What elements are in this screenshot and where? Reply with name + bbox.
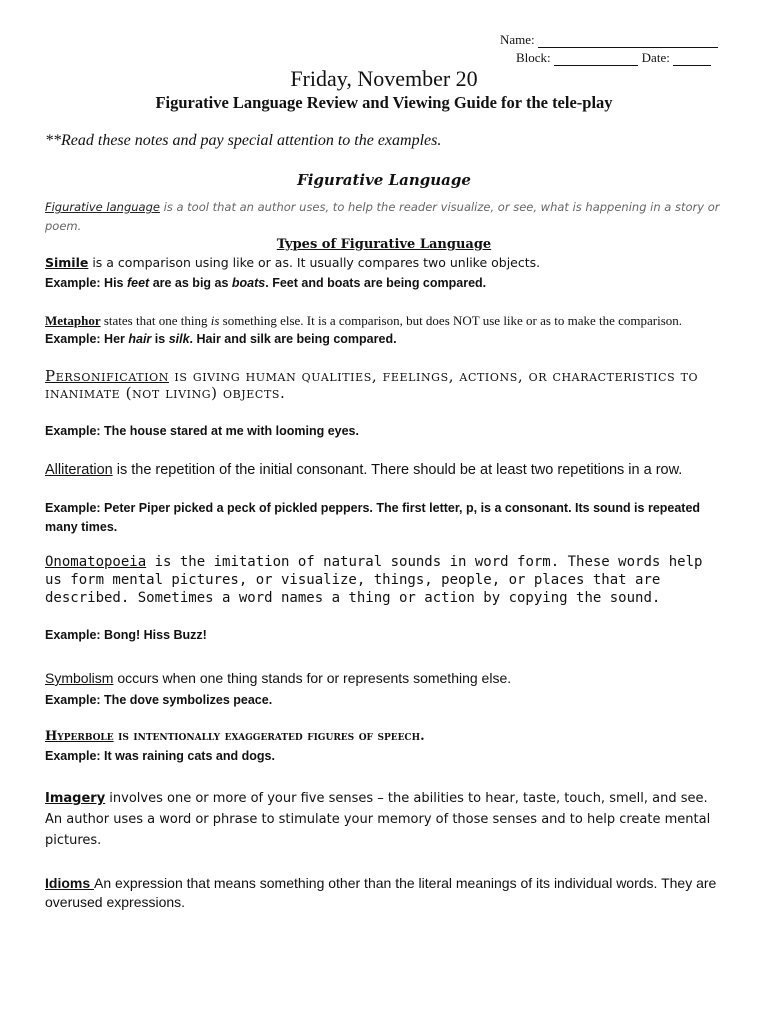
types-title: Types of Figurative Language xyxy=(276,237,492,252)
simile-example-prefix: Example: His xyxy=(45,276,127,290)
idioms-term: Idioms xyxy=(45,875,95,891)
metaphor-definition xyxy=(45,313,725,329)
name-label: Name: xyxy=(500,32,535,47)
date-label: Date: xyxy=(641,50,670,65)
section-title: Figurative Language xyxy=(297,171,471,189)
imagery-definition xyxy=(45,788,725,851)
symbolism-text: occurs when one thing stands for or represents something else. xyxy=(113,670,512,686)
figurative-language-term: Figurative language xyxy=(45,200,160,214)
alliteration-term: Alliteration xyxy=(45,462,113,478)
simile-example-word1: feet xyxy=(126,276,150,290)
block-date-line xyxy=(516,48,730,66)
hyperbole-term: Hyperbole xyxy=(45,729,114,744)
hyperbole-text: is intentionally exaggerated figures of speech. xyxy=(113,729,425,744)
simile-example-suffix: . Feet and boats are being compared. xyxy=(265,276,487,290)
student-info-header xyxy=(500,30,730,66)
personification-text: is giving human qualities, feelings, actions, or characteristics to inanimate (not living) objects. xyxy=(45,367,699,402)
simile-definition xyxy=(45,255,725,270)
metaphor-example-suffix: . Hair and silk are being compared. xyxy=(189,332,397,346)
onomatopoeia-term: Onomatopoeia xyxy=(45,554,147,570)
reading-note: **Read these notes and pay special attention to the examples. xyxy=(45,132,442,149)
personification-term: Personification xyxy=(45,367,169,385)
metaphor-example-word2: silk xyxy=(168,332,190,346)
page-title: Friday, November 20 xyxy=(290,66,478,91)
name-line xyxy=(500,30,730,48)
simile-example xyxy=(45,276,725,290)
simile-term: Simile xyxy=(45,255,89,270)
onomatopoeia-example: Example: Bong! Hiss Buzz! xyxy=(45,628,207,642)
symbolism-term: Symbolism xyxy=(45,670,114,686)
hyperbole-definition xyxy=(45,729,725,744)
metaphor-text-suffix: something else. It is a comparison, but does NOT use like or as to make the comparison. xyxy=(219,313,683,328)
metaphor-term: Metaphor xyxy=(45,313,101,328)
symbolism-example: Example: The dove symbolizes peace. xyxy=(45,693,273,707)
imagery-text: involves one or more of your five senses – the abilities to hear, taste, touch, smell, and see. An author uses a word or phrase to stimulate your memory of those senses and to help create mental pictures. xyxy=(45,791,711,848)
date-blank xyxy=(673,53,711,66)
block-label: Block: xyxy=(516,50,551,65)
onomatopoeia-definition xyxy=(45,553,725,607)
metaphor-example-prefix: Example: Her xyxy=(45,332,129,346)
block-blank xyxy=(554,53,638,66)
name-blank xyxy=(538,35,718,48)
page-subtitle: Figurative Language Review and Viewing Guide for the tele-play xyxy=(155,93,613,112)
idioms-text: An expression that means something other than the literal meanings of its individual words. They are overused expressions. xyxy=(45,875,717,910)
metaphor-text-prefix: states that one thing xyxy=(100,313,211,328)
personification-example: Example: The house stared at me with looming eyes. xyxy=(45,424,359,438)
symbolism-definition xyxy=(45,670,725,686)
personification-definition xyxy=(45,368,725,402)
imagery-term: Imagery xyxy=(45,791,106,806)
simile-example-word2: boats xyxy=(231,276,266,290)
figurative-language-text: is a tool that an author uses, to help the reader visualize, or see, what is happening in a story or poem. xyxy=(45,200,720,233)
simile-example-mid: are as big as xyxy=(149,276,232,290)
simile-text: is a comparison using like or as. It usually compares two unlike objects. xyxy=(88,255,541,270)
figurative-language-definition xyxy=(45,198,725,236)
alliteration-text: is the repetition of the initial consonant. There should be at least two repetitions in a row. xyxy=(112,462,683,478)
metaphor-example xyxy=(45,332,725,346)
idioms-definition xyxy=(45,874,725,912)
alliteration-definition xyxy=(45,460,725,480)
metaphor-example-mid: is xyxy=(151,332,169,346)
onomatopoeia-text: is the imitation of natural sounds in word form. These words help us form mental pictures, or visualize, things, people, or places that are described. Sometimes a word names a thing or action by copying the sound. xyxy=(45,554,703,606)
alliteration-example: Example: Peter Piper picked a peck of pickled peppers. The first letter, p, is a consonant. Its sound is repeated many times. xyxy=(45,501,701,534)
metaphor-text-is: is xyxy=(210,313,220,328)
hyperbole-example: Example: It was raining cats and dogs. xyxy=(45,749,275,763)
metaphor-example-word1: hair xyxy=(128,332,152,346)
